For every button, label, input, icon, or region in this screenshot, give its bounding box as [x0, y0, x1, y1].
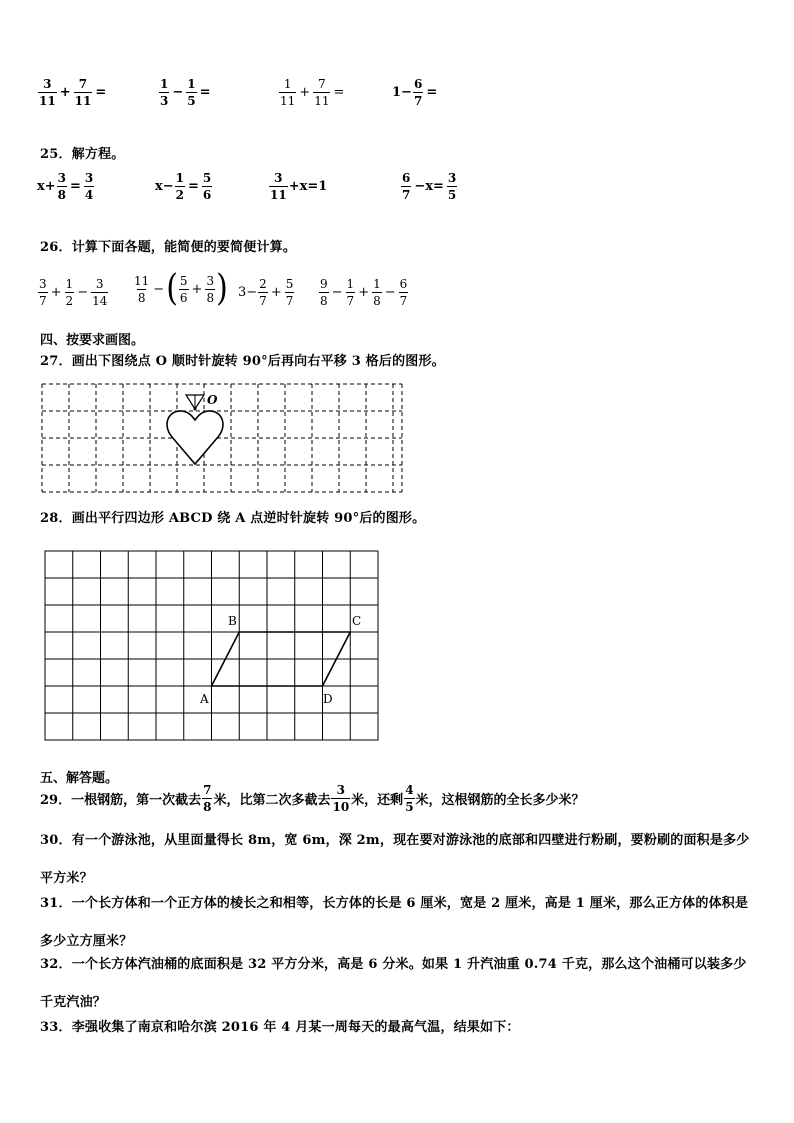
- q25-eq4: $\frac{6}{7}$ −x= $\frac{3}{5}$: [402, 171, 457, 202]
- vertex-d-label: D: [323, 692, 333, 706]
- q31: 31．一个长方体和一个正方体的棱长之和相等，长方体的长是 6 厘米，宽是 2 厘米，高是 1 厘米，那么正方体的体积是多少立方厘米？: [40, 896, 749, 949]
- left-paren: (: [166, 267, 178, 310]
- q27-grid-figure: [40, 382, 406, 494]
- q28-title: 28．画出平行四边形 ABCD 绕 A 点逆时针旋转 90°后的图形。: [40, 511, 426, 526]
- q26-expr3: 3− $\frac{2}{7}$ + $\frac{5}{7}$: [238, 277, 294, 308]
- q32: 32．一个长方体汽油桶的底面积是 32 平方分米，高是 6 分米。如果 1 升汽油重 0.74 千克，那么这个油桶可以装多少千克汽油？: [40, 957, 747, 1010]
- expr-row1-2: $\frac{1}{3}$ − $\frac{1}{5}$ =: [160, 77, 211, 108]
- q25-eq3: $\frac{3}{11}$ +x=1: [270, 171, 328, 202]
- q29: 29．一根钢筋，第一次截去 $\frac{7}{8}$ 米，比第二次多截去 $\frac{3}{10}$ 米，还剩 $\frac{4}{5}$ 米，这根钢筋的全长多少米？: [40, 783, 585, 814]
- q28-grid-figure: [44, 550, 381, 743]
- expr-row1-1: $\frac{3}{11}$ + $\frac{7}{11}$ =: [39, 77, 107, 108]
- section-5-heading: 五、解答题。: [40, 771, 119, 786]
- q33: 33．李强收集了南京和哈尔滨 2016 年 4 月某一周每天的最高气温，结果如下：: [40, 1020, 520, 1035]
- q30: 30．有一个游泳池，从里面量得长 8m，宽 6m，深 2m，现在要对游泳池的底部和四壁进行粉刷，要粉刷的面积是多少平方米？: [40, 833, 750, 886]
- q25-eq1: x+ $\frac{3}{8}$ = $\frac{3}{4}$: [37, 171, 94, 202]
- q26-title: 26．计算下面各题，能简便的要简便计算。: [40, 240, 297, 255]
- q26-expr2: $\frac{11}{8}$ − ( $\frac{5}{6}$ + $\frac{3}{8}$ ): [134, 267, 228, 310]
- q25-eq2: x− $\frac{1}{2}$ = $\frac{5}{6}$: [155, 171, 212, 202]
- point-o: [194, 408, 197, 411]
- q27-title: 27．画出下图绕点 O 顺时针旋转 90°后再向右平移 3 格后的图形。: [40, 354, 445, 369]
- section-4-heading: 四、按要求画图。: [40, 333, 145, 348]
- vertex-a-label: A: [200, 692, 209, 706]
- q26-expr1: $\frac{3}{7}$ + $\frac{1}{2}$ − $\frac{3}{14}$: [39, 277, 108, 308]
- point-o-label: O: [207, 393, 218, 407]
- expr-row1-3: $\frac{1}{11}$ + $\frac{7}{11}$ =: [280, 77, 345, 108]
- vertex-b-label: B: [228, 614, 237, 628]
- vertex-c-label: C: [352, 614, 362, 628]
- right-paren: ): [216, 267, 228, 310]
- q26-expr4: $\frac{9}{8}$ − $\frac{1}{7}$ + $\frac{1}{8}$ − $\frac{6}{7}$: [320, 277, 408, 308]
- expr-row1-4: 1− $\frac{6}{7}$ =: [392, 77, 438, 108]
- q25-title: 25．解方程。: [40, 147, 125, 162]
- heart-shape: [167, 411, 223, 464]
